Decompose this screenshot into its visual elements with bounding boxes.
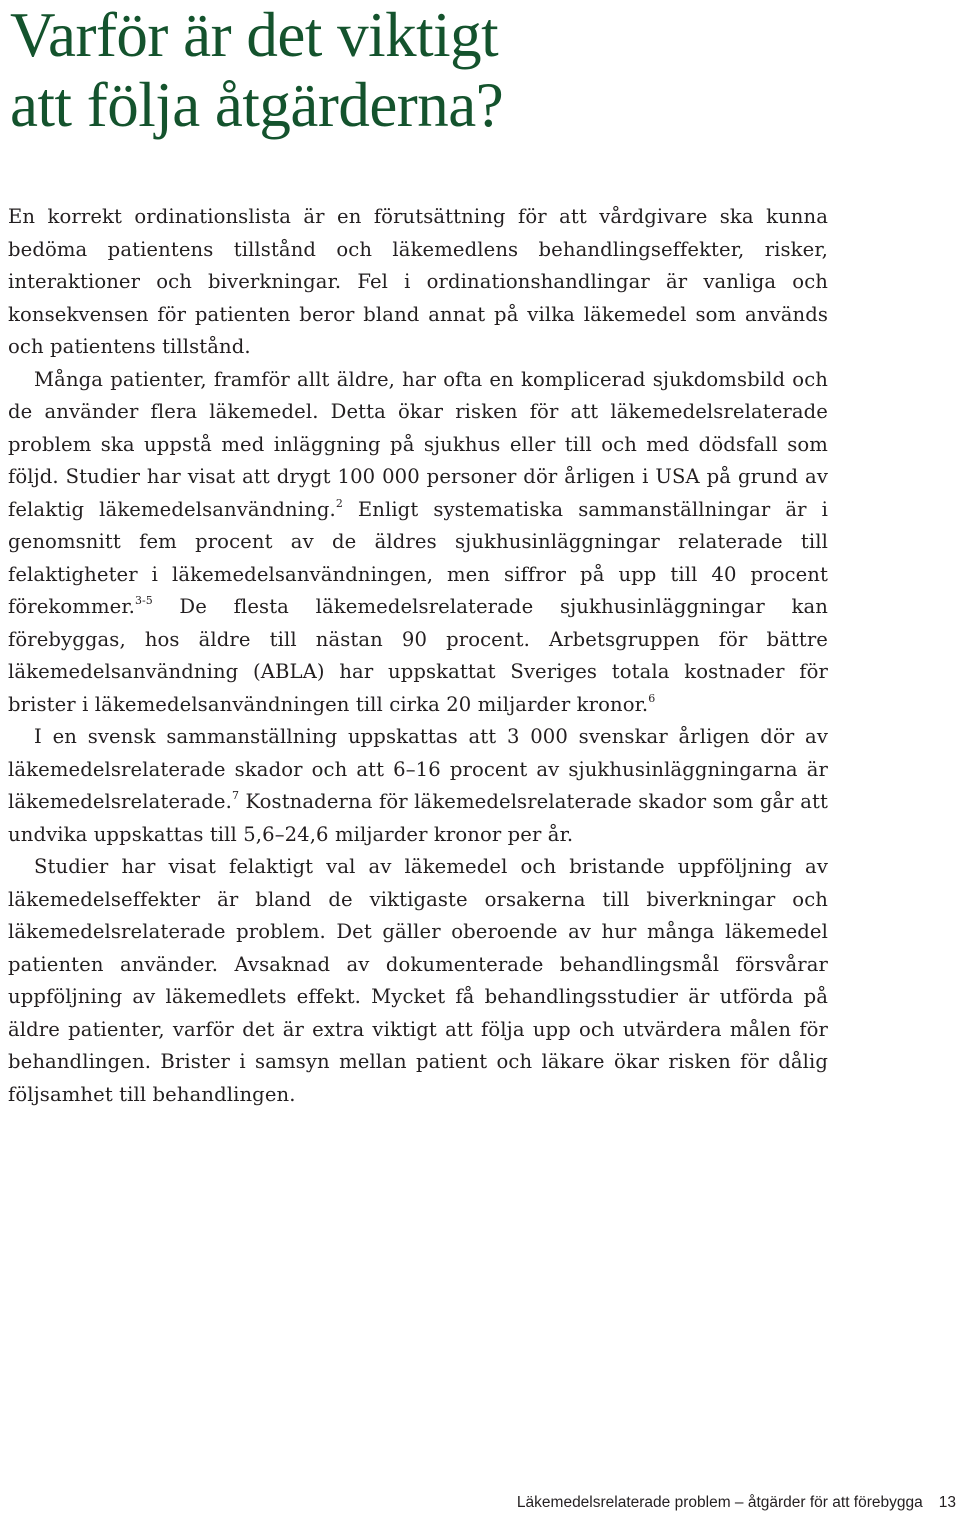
paragraph-text: De flesta läkemedelsrelaterade sjukhusinläggningar kan förebyggas, hos äldre till nästan 90 procent. Arbetsgruppen för bättre läkemedelsanvändning (ABLA) har uppskattat Sveriges totala kostnader för brister i läkemedelsanvändningen till cirka 20 miljarder kronor. xyxy=(8,595,828,716)
paragraph-text: Många patienter, framför allt äldre, har ofta en komplicerad sjukdomsbild och de använder flera läkemedel. Detta ökar risken för att läkemedelsrelaterade problem ska uppstå med inläggning på sjukhus eller till och med dödsfall som följd. Studier har visat att drygt 100 000 personer dör årligen i USA på grund av felaktig läkemedelsanvändning. xyxy=(8,367,828,521)
running-title: Läkemedelsrelaterade problem – åtgärder för att förebygga xyxy=(516,1494,923,1511)
paragraph-2 xyxy=(8,364,828,722)
paragraph-text: Kostnaderna för läkemedelsrelaterade skador som går att undvika uppskattas till 5,6–24,6 miljarder kronor per år. xyxy=(8,790,828,846)
body-text xyxy=(8,201,828,1111)
paragraph-text: En korrekt ordinationslista är en förutsättning för att vårdgivare ska kunna bedöma patientens tillstånd och läkemedlens behandlingseffekter, risker, interaktioner och biverkningar. Fel i ordinationshandlingar är vanliga och konsekvensen för patienten beror bland annat på vilka läkemedel som används och patientens tillstånd. xyxy=(8,205,828,358)
paragraph-text: I en svensk sammanställning uppskattas att 3 000 svenskar årligen dör av läkemedelsrelaterade skador och att 6–16 procent av sjukhusinläggningarna är läkemedelsrelaterade. xyxy=(8,725,828,813)
page-footer xyxy=(380,1494,960,1514)
heading-line-2: att följa åtgärderna? xyxy=(10,70,504,140)
paragraph-text: Studier har visat felaktigt val av läkemedel och bristande uppföljning av läkemedelseffekter är bland de viktigaste orsakerna till biverkningar och läkemedelsrelaterade problem. Det gäller oberoende av hur många läkemedel patienten använder. Avsaknad av dokumenterade behandlingsmål försvårar uppföljning av läkemedlets effekt. Mycket få behandlingsstudier är utförda på äldre patienter, varför det är extra viktigt att följa upp och utvärdera målen för behandlingen. Brister i samsyn mellan patient och läkare ökar risken för dålig följsamhet till behandlingen. xyxy=(8,855,828,1106)
paragraph-1 xyxy=(8,201,828,364)
paragraph-4 xyxy=(8,851,828,1111)
page-number: 13 xyxy=(938,1494,956,1511)
footnote-reference: 2 xyxy=(335,496,343,510)
page-heading xyxy=(10,0,910,140)
footnote-reference: 7 xyxy=(231,789,239,802)
footnote-reference: 6 xyxy=(648,691,656,705)
paragraph-3 xyxy=(8,721,828,851)
footnote-reference: 3-5 xyxy=(134,594,153,607)
paragraph-text: Enligt systematiska sammanställningar är i genomsnitt fem procent av de äldres sjukhusinläggningar relaterade till felaktigheter i läkemedelsanvändningen, men siffror på upp till 40 procent förekommer. xyxy=(8,497,828,618)
heading-line-1: Varför är det viktigt xyxy=(10,0,499,70)
